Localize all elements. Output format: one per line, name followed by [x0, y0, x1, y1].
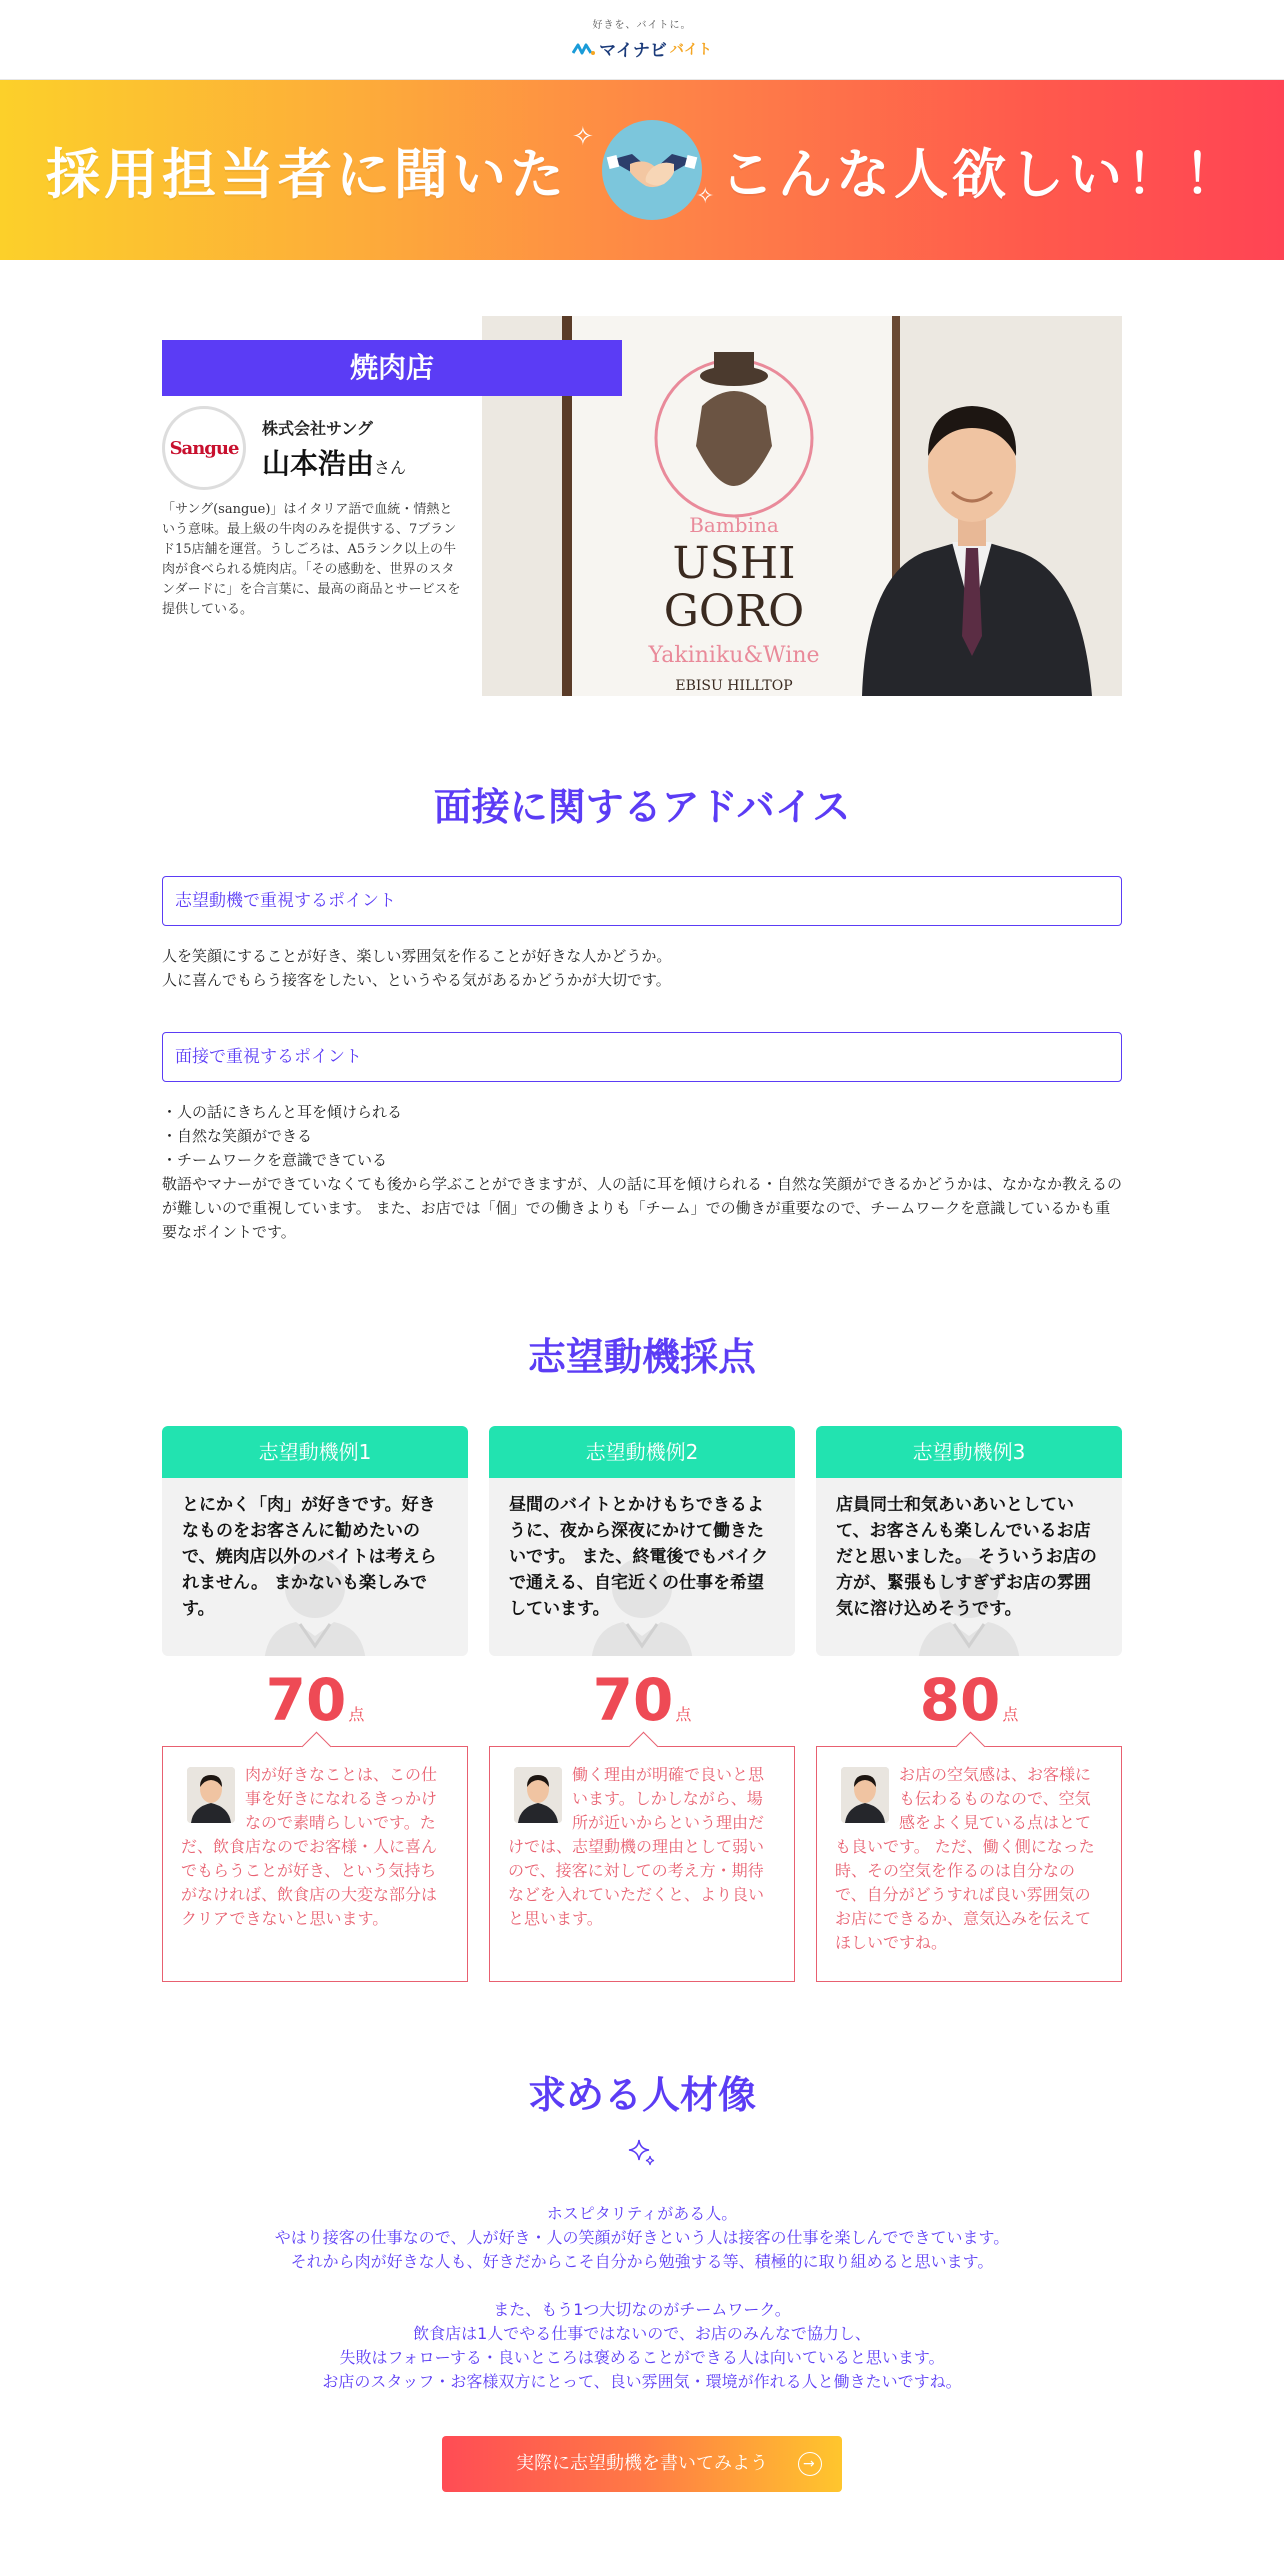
- motivation-example-card: [489, 1478, 795, 1656]
- sparkle-icon: ✧: [696, 184, 715, 209]
- motivation-example-card: [816, 1478, 1122, 1656]
- company-description: 「サング(sangue)」はイタリア語で血統・情熱という意味。最上級の牛肉のみを提供する、7ブランド15店舗を運営。うしごろは、A5ランク以上の牛肉が食べられる焼肉店。「その感動を、世界のスタンダードに」を合言葉に、最高の商品とサービスを提供している。: [162, 502, 461, 617]
- write-motivation-button[interactable]: [442, 2436, 842, 2492]
- recruiter-avatar: [841, 1767, 889, 1823]
- score: [816, 1666, 1122, 1734]
- advice-section-title: 面接に関するアドバイス: [433, 785, 851, 829]
- recruiter-comment: 肉が好きなことは、この仕事を好きになれるきっかけなので素晴らしいです。ただ、飲食店なのでお客様・人に喜んでもらうことが好き、という気持ちがなければ、飲食店の大変な部分はクリアできないと思います。: [162, 1746, 468, 1982]
- sparkle-icon: [627, 2136, 657, 2166]
- photo-sign-line1: USHI: [672, 538, 796, 589]
- company-logo: Sangue: [162, 406, 246, 490]
- score: [489, 1666, 795, 1734]
- sparkle-icon: ✧: [572, 122, 594, 152]
- score-unit: 点: [675, 1705, 692, 1724]
- arrow-right-circle-icon: [798, 2452, 822, 2476]
- interview-point-text: ・人の話にきちんと耳を傾けられる ・自然な笑顔ができる ・チームワークを意識できている 敬語やマナーができていなくても後から学ぶことができますが、人の話に耳を傾けられる・自然な笑顔ができるかどうかは、なかなか教えるのが難しいので重視しています。 また、お店では「個」での働きよりも「チーム」での働きが重要なので、チームワークを意識しているかも重要なポイントです。: [162, 1103, 1123, 1241]
- recruiter-profile: [162, 316, 1122, 696]
- ideal-section-title: 求める人材像: [527, 2073, 756, 2117]
- score-value: 70: [265, 1666, 347, 1734]
- ideal-paragraph-teamwork: また、もう1つ大切なのがチームワーク。 飲食店は1人でやる仕事ではないので、お店のみんなで協力し、 失敗はフォローする・良いところは褒めることができる人は向いていると思います。 お店のスタッフ・お客様双方にとって、良い雰囲気・環境が作れる人と働きたいですね。: [322, 2300, 962, 2391]
- motivation-example-text: 店員同士和気あいあいとしていて、お客さんも楽しんでいるお店だと思いました。 そういうお店の方が、緊張もしすぎずお店の雰囲気に溶け込めそうです。: [836, 1495, 1097, 1619]
- recruiter-avatar: [187, 1767, 235, 1823]
- score-value: 70: [592, 1666, 674, 1734]
- category-label: 焼肉店: [162, 340, 622, 396]
- score-unit: 点: [1002, 1705, 1019, 1724]
- person-name: 山本浩由さん: [262, 447, 407, 480]
- recruiter-avatar: [514, 1767, 562, 1823]
- score-unit: 点: [348, 1705, 365, 1724]
- site-logo[interactable]: [566, 20, 718, 64]
- hero-title-left: 採用担当者に聞いた: [46, 143, 568, 206]
- motivation-point-label: 志望動機で重視するポイント: [162, 876, 1122, 926]
- photo-sign-line4: EBISU HILLTOP: [675, 678, 793, 694]
- motivation-example-text: とにかく「肉」が好きです。好きなものをお客さんに勧めたいので、焼肉店以外のバイトは考えられません。 まかないも楽しみです。: [182, 1495, 437, 1619]
- score-value: 80: [919, 1666, 1001, 1734]
- logo-mark-icon: [572, 41, 596, 57]
- recruiter-comment: 働く理由が明確で良いと思います。しかしながら、場所が近いからという理由だけでは、志望動機の理由として弱いので、接客に対しての考え方・期待などを入れていただくと、より良いと思います。: [489, 1746, 795, 1982]
- motivation-example-label: 志望動機例3: [816, 1426, 1122, 1478]
- photo-sign-line2: GORO: [663, 586, 805, 637]
- motivation-point-text: 人を笑顔にすることが好き、楽しい雰囲気を作ることが好きな人かどうか。 人に喜んでもらう接客をしたい、というやる気があるかどうかが大切です。: [162, 947, 672, 989]
- interview-point-label: 面接で重視するポイント: [162, 1032, 1122, 1082]
- hero-banner: [0, 80, 1284, 260]
- photo-sign-script: Bambina: [689, 513, 779, 537]
- motivation-example-label: 志望動機例1: [162, 1426, 468, 1478]
- logo-text: マイナビ: [599, 41, 667, 61]
- photo-sign-line3: Yakiniku&Wine: [648, 643, 820, 668]
- handshake-icon: [602, 120, 702, 220]
- hero-title-right: こんな人欲しい！！: [720, 143, 1242, 206]
- write-motivation-button-label: 実際に志望動機を書いてみよう: [516, 2453, 768, 2474]
- motivation-example-text: 昼間のバイトとかけもちできるように、夜から深夜にかけて働きたいです。 また、終電後でもバイクで通える、自宅近くの仕事を希望しています。: [509, 1495, 769, 1619]
- ideal-paragraph-hospitality: ホスピタリティがある人。 やはり接客の仕事なので、人が好き・人の笑顔が好きという人は接客の仕事を楽しんでできています。 それから肉が好きな人も、好きだからこそ自分から勉強する等、積極的に取り組めると思います。: [274, 2204, 1010, 2271]
- logo-subtext: バイト: [669, 41, 712, 58]
- company-name: 株式会社サング: [262, 419, 373, 438]
- recruiter-comment: お店の空気感は、お客様にも伝わるものなので、空気感をよく見ている点はとても良いです。 ただ、働く側になった時、その空気を作るのは自分なので、自分がどうすれば良い雰囲気のお店にできるか、意気込みを伝えてほしいですね。: [816, 1746, 1122, 1982]
- motivation-example-label: 志望動機例2: [489, 1426, 795, 1478]
- scoring-section-title: 志望動機採点: [527, 1335, 756, 1379]
- site-header: [0, 0, 1284, 80]
- logo-tagline: 好きを、バイトに。: [592, 20, 692, 31]
- score: [162, 1666, 468, 1734]
- motivation-example-card: [162, 1478, 468, 1656]
